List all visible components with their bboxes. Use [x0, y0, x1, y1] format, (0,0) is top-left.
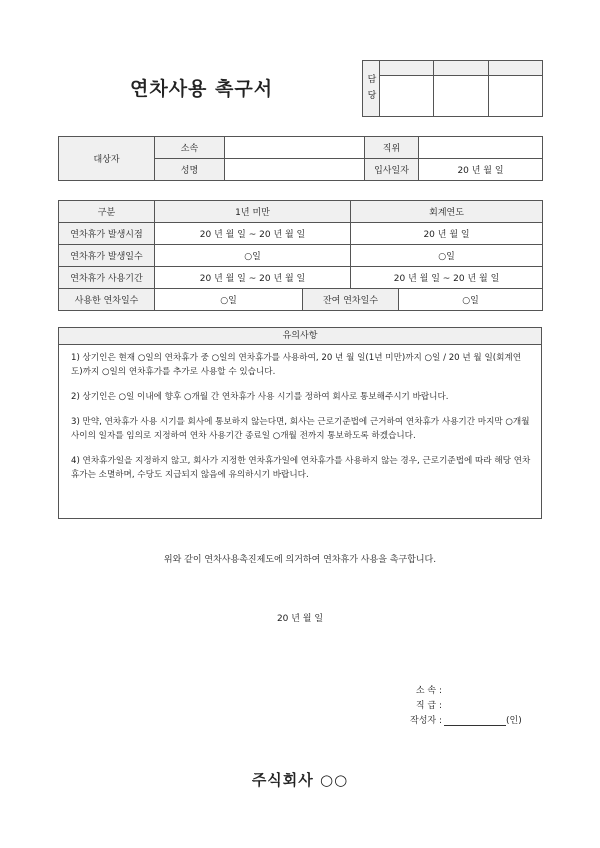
hire-date-value[interactable]: 20 년 월 일	[419, 159, 543, 181]
leave-row-under1[interactable]: 20 년 월 일 ~ 20 년 월 일	[155, 267, 351, 289]
name-value[interactable]	[225, 159, 365, 181]
leave-row-label: 연차휴가 발생일수	[59, 245, 155, 267]
dept-value[interactable]	[225, 137, 365, 159]
target-table	[58, 136, 543, 181]
signature-rank-label: 직 급 :	[415, 701, 442, 711]
leave-row-label: 연차휴가 발생시점	[59, 223, 155, 245]
position-label: 직위	[365, 137, 419, 159]
approval-cell	[488, 61, 542, 76]
company-name: 주식회사 ○○	[251, 771, 349, 789]
issue-date: 20 년 월 일	[276, 614, 324, 624]
approval-box	[362, 60, 543, 117]
target-label: 대상자	[59, 137, 155, 181]
remaining-days-label: 잔여 연차일수	[303, 289, 399, 311]
leave-table	[58, 200, 543, 311]
leave-row-fiscal[interactable]: ○일	[351, 245, 543, 267]
hire-date-label: 입사일자	[365, 159, 419, 181]
seal-mark: (인)	[506, 716, 522, 726]
leave-row-fiscal[interactable]: 20 년 월 일 ~ 20 년 월 일	[351, 267, 543, 289]
notes-box	[58, 327, 542, 519]
leave-row-under1[interactable]: ○일	[155, 245, 351, 267]
notes-body	[59, 345, 541, 482]
approval-sign-cell	[434, 76, 488, 117]
leave-row-under1[interactable]: 20 년 월 일 ~ 20 년 월 일	[155, 223, 351, 245]
document-title: 연차사용 촉구서	[130, 78, 274, 100]
note-item: 4) 연차휴가일을 지정하지 않고, 회사가 지정한 연차휴가일에 연차휴가를 사용하지 않는 경우, 근로기준법에 따라 해당 연차휴가는 소멸하며, 수당도 지급되지 않음에 유의하시기 바랍니다.	[71, 456, 531, 480]
signature-dept	[380, 683, 442, 696]
approval-header-text: 담 당	[365, 73, 376, 101]
signature-writer	[380, 713, 522, 726]
approval-sign-cell	[488, 76, 542, 117]
used-days-label: 사용한 연차일수	[59, 289, 155, 311]
notes-header: 유의사항	[59, 328, 541, 345]
signature-writer-label: 작성자 :	[410, 716, 442, 726]
leave-row-label: 연차휴가 사용기간	[59, 267, 155, 289]
approval-header	[363, 61, 380, 117]
name-label: 성명	[155, 159, 225, 181]
leave-header-under1: 1년 미만	[155, 201, 351, 223]
leave-header-fiscal: 회계연도	[351, 201, 543, 223]
signature-dept-label: 소 속 :	[415, 686, 442, 696]
leave-row-fiscal[interactable]: 20 년 월 일	[351, 223, 543, 245]
approval-cell	[434, 61, 488, 76]
used-days-value[interactable]: ○일	[155, 289, 303, 311]
position-value[interactable]	[419, 137, 543, 159]
note-item: 2) 상기인은 ○일 이내에 향후 ○개월 간 연차휴가 사용 시기를 정하여 회사로 통보해주시기 바랍니다.	[71, 392, 449, 402]
dept-label: 소속	[155, 137, 225, 159]
signature-rank	[380, 698, 442, 711]
approval-cell	[380, 61, 434, 76]
leave-header-category: 구분	[59, 201, 155, 223]
remaining-days-value[interactable]: ○일	[399, 289, 543, 311]
approval-sign-cell	[380, 76, 434, 117]
request-statement: 위와 같이 연차사용촉진제도에 의거하여 연차휴가 사용을 촉구합니다.	[163, 555, 437, 565]
note-item: 1) 상기인은 현재 ○일의 연차휴가 중 ○일의 연차휴가를 사용하여, 20 년 월 일(1년 미만)까지 ○일 / 20 년 월 일(회계연도)까지 ○일의 연차휴가를 추가로 사용할 수 있습니다.	[71, 353, 522, 377]
signature-line[interactable]	[444, 716, 506, 726]
note-item: 3) 만약, 연차휴가 사용 시기를 회사에 통보하지 않는다면, 회사는 근로기준법에 근거하여 연차휴가 사용기간 마지막 ○개월 사이의 일자를 임의로 지정하여 연차 사용기간 종료일 ○개월 전까지 통보하도록 하겠습니다.	[71, 417, 530, 441]
